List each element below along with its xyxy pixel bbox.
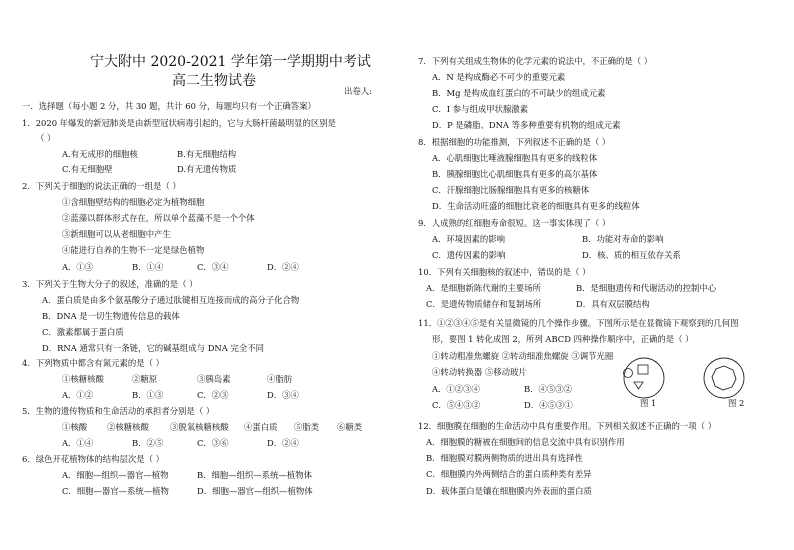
q4-item-2: ②糖原 [132, 374, 158, 384]
q6-stem: 6．绿色开花植物体的结构层次是（ ） [22, 454, 164, 464]
q4-option-b: B．①③ [132, 390, 164, 400]
q6-option-a: A．细胞—组织—器官—植物 [62, 470, 169, 480]
q4-option-c: C．②③ [197, 390, 229, 400]
section-heading: 一．选择题（每小题 2 分，共 30 题，共计 60 分，每题均只有一个正确答案） [22, 101, 316, 111]
q3-stem: 3．下列关于生物大分子的叙述，准确的是（ ） [22, 279, 198, 289]
q12-option-a: A．细胞膜的糖被在细胞间的信息交流中具有识别作用 [426, 437, 625, 447]
q10-option-d: D．具有双层膜结构 [576, 299, 650, 309]
q12-option-c: C．细胞膜内外两侧结合的蛋白质种类有差异 [426, 469, 592, 479]
q1-option-a: A.有无成形的细胞核 [62, 149, 138, 159]
q7-option-b: B．Mg 是构成血红蛋白的不可缺少的组成元素 [432, 88, 606, 98]
setter-label: 出卷人: [344, 86, 372, 96]
q4-stem: 4．下列物质中都含有氮元素的是（ ） [22, 358, 164, 368]
q11-option-d: D．④⑤③① [524, 400, 573, 410]
q8-option-d: D．生命活动旺盛的细胞比衰老的细胞具有更多的线粒体 [432, 201, 640, 211]
q11-option-a: A．①②③④ [432, 384, 480, 394]
q3-option-a: A．蛋白质是由多个氨基酸分子通过肽键相互连接而成的高分子化合物 [42, 295, 300, 305]
q5-option-b: B．②⑤ [132, 438, 164, 448]
figure-2-microscope-view [694, 356, 754, 400]
q7-option-a: A．N 是构成酶必不可少的重要元素 [432, 72, 566, 82]
q5-stem: 5．生物的遗传物质和生命活动的承担者分别是（ ） [22, 406, 215, 416]
q5-option-c: C．③⑥ [197, 438, 229, 448]
exam-title: 宁大附中 2020-2021 学年第一学期期中考试 [90, 54, 371, 70]
q5-option-a: A．①④ [62, 438, 94, 448]
q2-option-b: B．①④ [132, 262, 164, 272]
q10-option-b: B．是细胞遗传和代谢活动的控制中心 [576, 283, 717, 293]
q12-option-b: B．细胞膜对膜两侧物质的进出具有选择性 [426, 453, 583, 463]
q12-option-d: D．载体蛋白是镶在细胞膜内外表面的蛋白质 [426, 486, 592, 496]
exam-subtitle: 高二生物试卷 [172, 73, 256, 89]
q6-option-d: D．细胞—器官—组织—植物体 [197, 486, 313, 496]
q10-option-c: C．是遗传物质储存和复制场所 [426, 299, 542, 309]
q8-option-c: C．汗腺细胞比肠腺细胞具有更多的核糖体 [432, 185, 590, 195]
q5-option-d: D．②④ [267, 438, 299, 448]
q7-option-c: C．I 参与组成甲状腺激素 [432, 104, 529, 114]
q3-option-b: B．DNA 是一切生物遗传信息的载体 [42, 311, 180, 321]
q11-option-b: B．④⑤③② [524, 384, 573, 394]
q3-option-d: D．RNA 通常只有一条链，它的碱基组成与 DNA 完全不同 [42, 343, 264, 353]
q4-item-4: ④脂肪 [267, 374, 293, 384]
q2-option-a: A．①③ [62, 262, 94, 272]
q4-item-1: ①核糖核酸 [62, 374, 104, 384]
q6-option-c: C．细胞—器官—系统—植物 [62, 486, 169, 496]
q11-option-c: C．⑤④③② [432, 400, 481, 410]
q8-stem: 8．根据细胞的功能推测，下列叙述不正确的是（ ） [418, 137, 611, 147]
q2-statement-2: ②蓝藻以群体形式存在，所以单个蓝藻不是一个个体 [62, 213, 255, 223]
q5-item-3: ③脱氧核糖核酸 [170, 422, 229, 432]
q12-stem: 12．细胞膜在细胞的生命活动中具有重要作用。下列相关叙述不正确的一项（ ） [418, 421, 717, 431]
q2-statement-1: ①含细胞壁结构的细胞必定为植物细胞 [62, 197, 205, 207]
q5-item-5: ⑤脂类 [294, 422, 320, 432]
q2-statement-3: ③新细胞可以从老细胞中产生 [62, 229, 171, 239]
q5-item-2: ②核糖核酸 [107, 422, 149, 432]
q6-option-b: B．细胞—组织—系统—植物体 [197, 470, 313, 480]
q11-steps-1: ①转动粗准焦螺旋 ②转动细准焦螺旋 ③调节光圈 [432, 351, 614, 361]
figure-1-caption: 图 1 [640, 398, 657, 408]
q2-stem: 2．下列关于细胞的说法正确的一组是（ ） [22, 181, 181, 191]
q10-option-a: A．是细胞新陈代谢的主要场所 [426, 283, 541, 293]
q1-option-b: B.有无细胞结构 [177, 149, 237, 159]
q1-stem: 1．2020 年爆发的新冠肺炎是由新型冠状病毒引起的，它与大肠杆菌最明显的区别是 [22, 118, 337, 128]
q11-stem-line1: 11．①②③④⑤是有关显微镜的几个操作步骤。下图所示是在显微镜下观察到的几何图 [418, 318, 739, 328]
q1-blank: （ ） [36, 133, 56, 143]
q11-stem-line2: 形，要图 1 转化成图 2，所列 ABCD 四种操作顺序中，正确的是（ ） [432, 334, 694, 344]
q1-option-c: C.有无细胞壁 [62, 164, 113, 174]
q11-steps-2: ④转动转换器 ⑤移动玻片 [432, 367, 527, 377]
q3-option-c: C．激素都属于蛋白质 [42, 327, 124, 337]
q9-option-d: D．核、质的相互依存关系 [582, 250, 681, 260]
figure-2-caption: 图 2 [728, 398, 745, 408]
q7-option-d: D．P 是磷脂、DNA 等多种重要有机物的组成元素 [432, 120, 621, 130]
q5-item-6: ⑥糖类 [337, 422, 363, 432]
figure-1-microscope-view [614, 356, 674, 400]
q2-option-c: C．③④ [197, 262, 229, 272]
q5-item-4: ④蛋白质 [244, 422, 278, 432]
q2-statement-4: ④能进行自养的生物不一定是绿色植物 [62, 245, 205, 255]
q5-item-1: ①核酸 [62, 422, 88, 432]
q10-stem: 10．下列有关细胞核的叙述中，错误的是（ ） [418, 267, 591, 277]
q9-option-c: C．遗传因素的影响 [432, 250, 506, 260]
q9-stem: 9．人成熟的红细胞寿命很短。这一事实体现了（ ） [418, 218, 611, 228]
q9-option-a: A．环境因素的影响 [432, 234, 506, 244]
q1-option-d: D.有无遗传物质 [177, 164, 237, 174]
q8-option-a: A．心肌细胞比唾液腺细胞具有更多的线粒体 [432, 153, 598, 163]
q4-option-d: D．③④ [267, 390, 299, 400]
q4-option-a: A．①② [62, 390, 94, 400]
q2-option-d: D．②④ [267, 262, 299, 272]
q8-option-b: B．胰腺细胞比心肌细胞具有更多的高尔基体 [432, 169, 598, 179]
q7-stem: 7．下列有关组成生物体的化学元素的说法中，不正确的是（ ） [418, 56, 653, 66]
q4-item-3: ③胰岛素 [197, 374, 231, 384]
q9-option-b: B．功能对寿命的影响 [582, 234, 664, 244]
